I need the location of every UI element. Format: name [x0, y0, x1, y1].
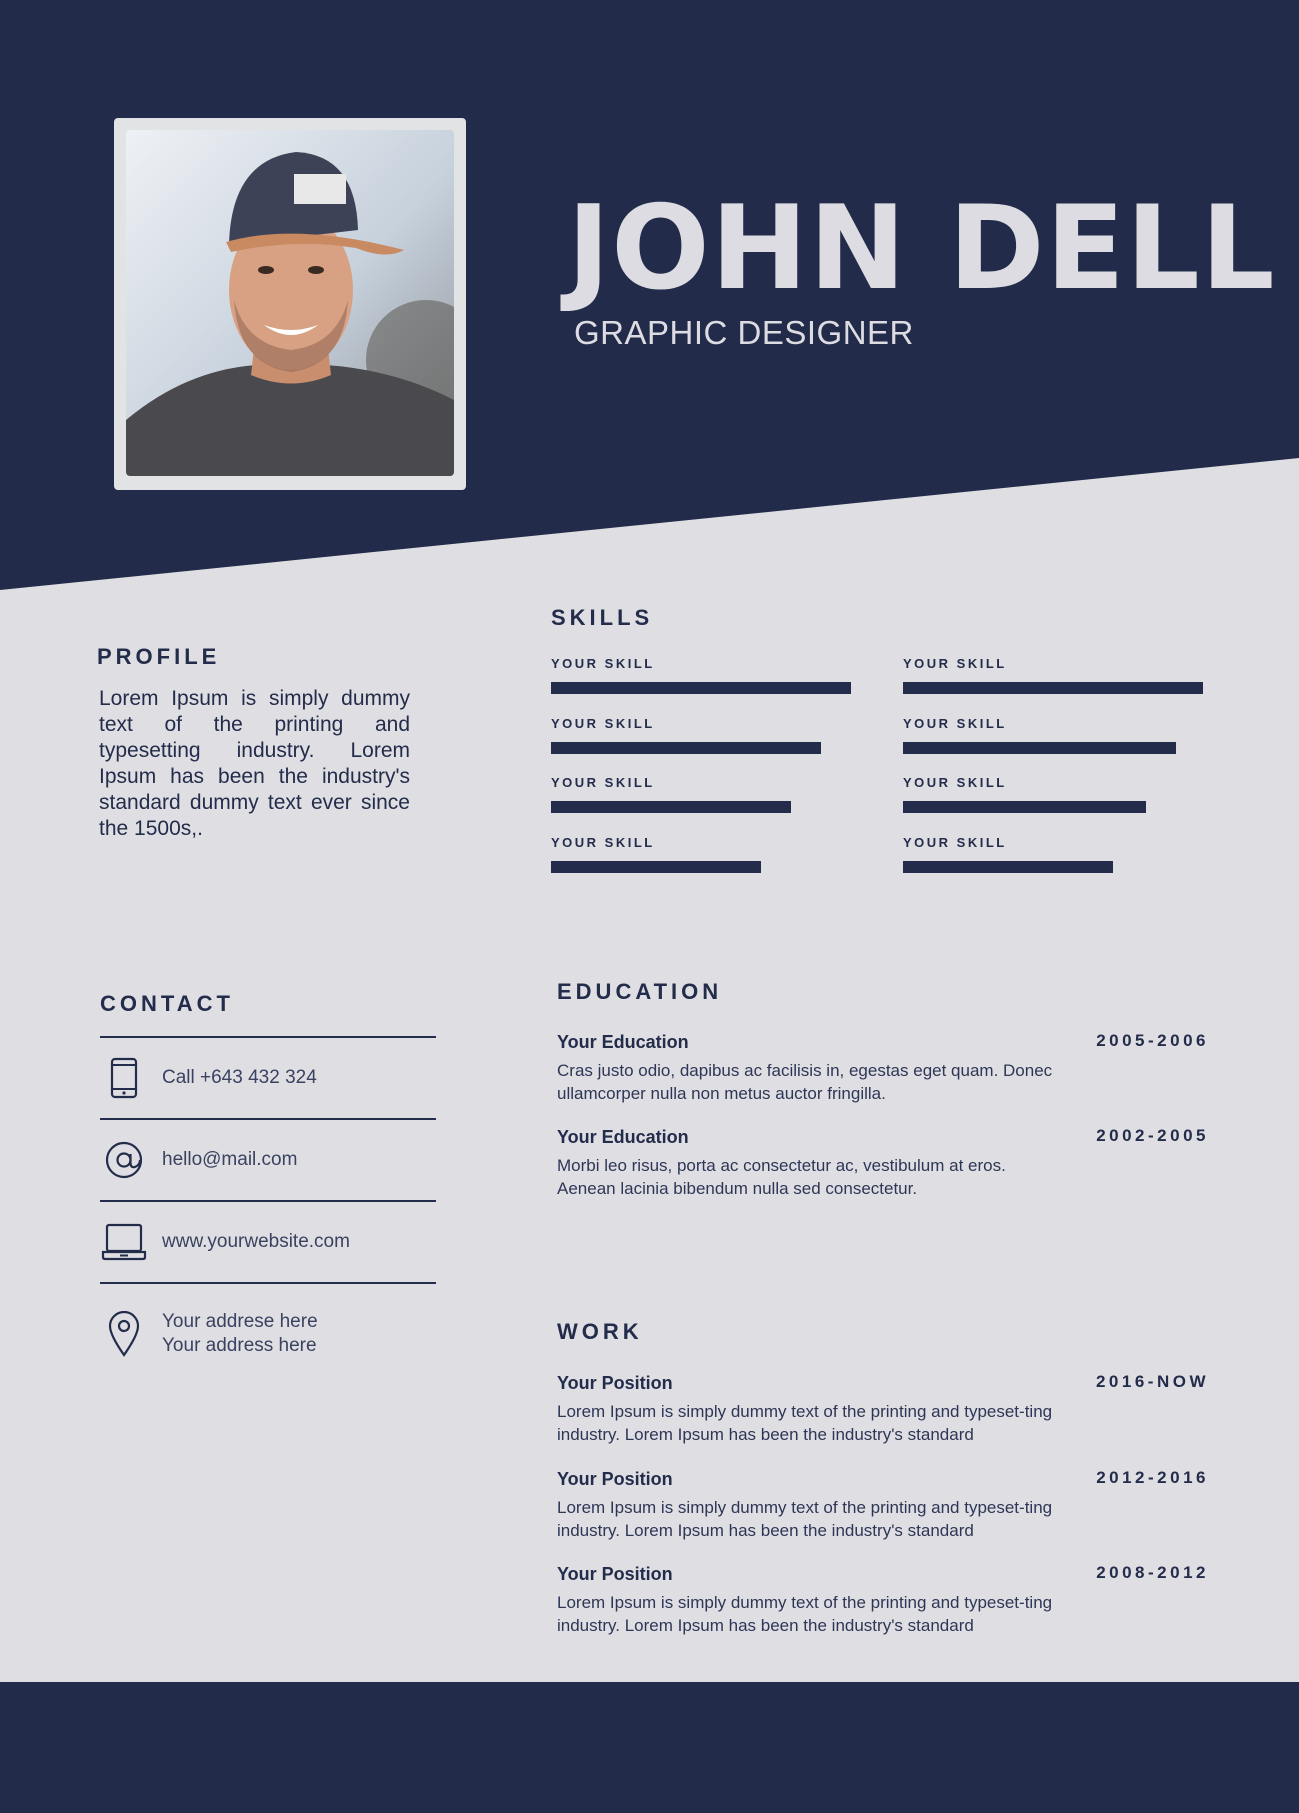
photo-frame	[114, 118, 466, 490]
skill-item	[903, 656, 1203, 694]
skill-label: YOUR SKILL	[903, 716, 1007, 731]
skill-bar-fill	[903, 682, 1203, 694]
skill-bar	[551, 742, 851, 754]
email-text[interactable]: hello@mail.com	[162, 1149, 298, 1170]
skill-item	[903, 835, 1203, 873]
entry-description: Cras justo odio, dapibus ac facilisis in, egestas eget quam. Donec ullamcorper nulla non metus auctor fringilla.	[557, 1061, 1053, 1103]
entry-title: Your Education	[557, 1127, 689, 1147]
skill-bar-fill	[903, 742, 1176, 754]
skill-item	[551, 775, 851, 813]
skill-bar-fill	[903, 861, 1113, 873]
skill-bar-fill	[551, 801, 791, 813]
entry-description: Lorem Ipsum is simply dummy text of the printing and typeset-ting industry. Lorem Ipsum has been the industry's standard	[557, 1498, 1053, 1540]
at-icon	[100, 1136, 148, 1184]
entry-date: 2016-NOW	[1095, 1372, 1209, 1391]
skill-bar-fill	[551, 861, 761, 873]
profile-photo	[126, 130, 454, 476]
job-title: GRAPHIC DESIGNER	[574, 314, 914, 351]
skill-bar-fill	[551, 682, 851, 694]
skills-heading: SKILLS	[551, 605, 654, 630]
phone-text[interactable]: Call +643 432 324	[162, 1067, 317, 1088]
location-pin-icon	[100, 1310, 148, 1358]
skill-bar-fill	[903, 801, 1146, 813]
website-text[interactable]: www.yourwebsite.com	[162, 1231, 350, 1252]
contact-address	[100, 1282, 436, 1362]
skill-bar	[551, 861, 851, 873]
skill-bar	[903, 682, 1203, 694]
skill-bar	[903, 742, 1203, 754]
address-line-1: Your addrese here	[162, 1311, 318, 1332]
skill-item	[551, 716, 851, 754]
entry-date: 2012-2016	[1096, 1468, 1209, 1487]
skill-label: YOUR SKILL	[551, 716, 655, 731]
skill-item	[551, 835, 851, 873]
skill-bar	[903, 861, 1203, 873]
work-heading: WORK	[557, 1319, 643, 1344]
skill-label: YOUR SKILL	[903, 835, 1007, 850]
skill-label: YOUR SKILL	[903, 656, 1007, 671]
phone-icon	[100, 1054, 148, 1102]
skill-item	[903, 716, 1203, 754]
footer-band	[0, 1682, 1299, 1813]
skill-bar	[551, 682, 851, 694]
entry-date: 2008-2012	[1096, 1563, 1209, 1582]
entry-description: Lorem Ipsum is simply dummy text of the printing and typeset-ting industry. Lorem Ipsum has been the industry's standard	[557, 1402, 1053, 1444]
profile-heading: PROFILE	[97, 644, 221, 669]
work-entry	[557, 1372, 1209, 1446]
education-heading: EDUCATION	[557, 979, 723, 1004]
entry-title: Your Position	[557, 1373, 673, 1393]
entry-title: Your Education	[557, 1032, 689, 1052]
skill-bar-fill	[551, 742, 821, 754]
education-entry	[557, 1126, 1209, 1200]
skill-item	[551, 656, 851, 694]
entry-date: 2002-2005	[1096, 1126, 1209, 1145]
skill-item	[903, 775, 1203, 813]
contact-list	[100, 1036, 436, 1362]
work-entry	[557, 1468, 1209, 1542]
laptop-icon	[100, 1218, 148, 1266]
skill-label: YOUR SKILL	[551, 656, 655, 671]
work-entry	[557, 1563, 1209, 1637]
skill-bar	[551, 801, 851, 813]
entry-title: Your Position	[557, 1469, 673, 1489]
contact-email	[100, 1118, 436, 1200]
contact-website	[100, 1200, 436, 1282]
address-text	[162, 1310, 318, 1358]
skill-label: YOUR SKILL	[903, 775, 1007, 790]
contact-phone	[100, 1036, 436, 1118]
profile-text: Lorem Ipsum is simply dummy text of the printing and typesetting industry. Lorem Ipsum has been the industry's standard dummy text ever since the 1500s,.	[99, 687, 410, 840]
skill-label: YOUR SKILL	[551, 835, 655, 850]
address-line-2: Your address here	[162, 1335, 317, 1356]
education-entry	[557, 1031, 1209, 1105]
person-name: JOHN DELL	[567, 181, 1276, 316]
entry-description: Morbi leo risus, porta ac consectetur ac, vestibulum at eros. Aenean lacinia bibendum nulla sed consectetur.	[557, 1156, 1006, 1198]
skill-bar	[903, 801, 1203, 813]
skill-label: YOUR SKILL	[551, 775, 655, 790]
entry-title: Your Position	[557, 1564, 673, 1584]
entry-date: 2005-2006	[1096, 1031, 1209, 1050]
entry-description: Lorem Ipsum is simply dummy text of the printing and typeset-ting industry. Lorem Ipsum has been the industry's standard	[557, 1593, 1053, 1635]
contact-heading: CONTACT	[100, 991, 234, 1016]
